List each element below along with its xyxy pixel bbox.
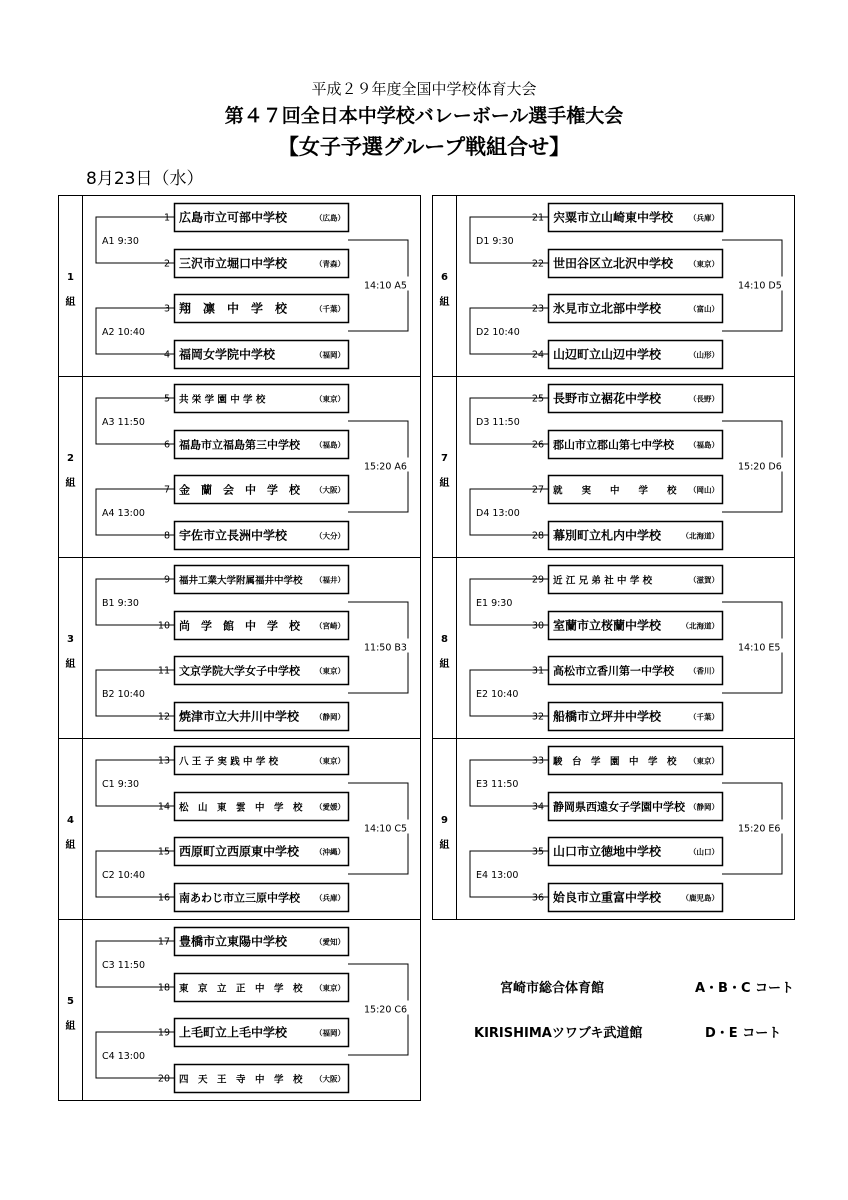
team-prefecture: （東京）: [315, 983, 345, 993]
match-time-label: B1 9:30: [102, 598, 139, 609]
team-prefecture: （愛知）: [315, 937, 345, 947]
match-time-label: B2 10:40: [102, 689, 145, 700]
championship-title: 第４７回全日本中学校バレーボール選手権大会: [224, 105, 624, 127]
team-prefecture: （福井）: [315, 575, 345, 585]
team-name: 共 栄 学 園 中 学 校: [179, 394, 266, 406]
team-prefecture: （青森）: [315, 259, 345, 269]
team-seed-number: 15: [157, 846, 170, 858]
team-seed-number: 26: [531, 439, 544, 451]
team-name: 宍粟市立山崎東中学校: [553, 210, 674, 225]
match-time-label: A3 11:50: [102, 417, 145, 428]
match-time-label: D1 9:30: [476, 236, 514, 247]
team-prefecture: （大分）: [315, 531, 345, 541]
match-date: 8月23日（水）: [86, 169, 204, 189]
bracket-title: 【女子予選グループ戦組合せ】: [277, 135, 571, 159]
team-name: 近 江 兄 弟 社 中 学 校: [553, 575, 653, 587]
venue-courts-1: A・B・C コート: [695, 981, 795, 996]
group-block-7: [433, 376, 795, 558]
team-name: 宇佐市立長洲中学校: [179, 528, 288, 543]
team-prefecture: （福岡）: [315, 1028, 345, 1038]
team-seed-number: 34: [531, 801, 544, 813]
match-time-label: E3 11:50: [476, 779, 519, 790]
team-prefecture: （福島）: [689, 440, 719, 450]
team-prefecture: （宮崎）: [315, 621, 345, 631]
team-prefecture: （鹿児島）: [681, 893, 719, 903]
final-match-label: 14:10 A5: [364, 280, 407, 292]
team-name: 駿 台 学 園 中 学 校: [553, 756, 677, 768]
group-kumi: 組: [439, 478, 450, 489]
team-seed-number: 20: [157, 1073, 170, 1085]
final-match-label: 15:20 A6: [364, 461, 407, 473]
team-prefecture: （東京）: [315, 666, 345, 676]
match-time-label: E4 13:00: [476, 870, 519, 881]
match-time-label: A2 10:40: [102, 327, 145, 338]
team-name: 高松市立香川第一中学校: [553, 664, 674, 678]
group-kumi: 組: [439, 659, 450, 670]
match-time-label: E2 10:40: [476, 689, 519, 700]
match-time-label: D3 11:50: [476, 417, 520, 428]
team-prefecture: （長野）: [689, 394, 719, 404]
team-name: 尚 学 館 中 学 校: [179, 619, 300, 633]
group-number: 1: [67, 272, 74, 283]
team-seed-number: 13: [157, 755, 170, 767]
team-seed-number: 31: [531, 665, 544, 677]
team-seed-number: 2: [163, 258, 170, 270]
team-prefecture: （愛媛）: [315, 802, 345, 812]
team-name: 山口市立徳地中学校: [553, 844, 662, 859]
team-prefecture: （兵庫）: [315, 893, 345, 903]
team-prefecture: （千葉）: [689, 712, 719, 722]
final-match-label: 15:20 D6: [738, 461, 782, 473]
team-prefecture: （富山）: [689, 304, 719, 314]
team-seed-number: 6: [163, 439, 170, 451]
tournament-series-title: 平成２９年度全国中学校体育大会: [311, 80, 537, 98]
team-seed-number: 28: [531, 530, 544, 542]
group-block-9: [433, 738, 795, 920]
team-seed-number: 35: [531, 846, 544, 858]
team-prefecture: （香川）: [689, 666, 719, 676]
team-seed-number: 4: [163, 349, 170, 361]
team-prefecture: （兵庫）: [689, 213, 719, 223]
team-seed-number: 8: [163, 530, 170, 542]
match-time-label: C2 10:40: [102, 870, 146, 881]
final-match-label: 14:10 D5: [738, 280, 782, 292]
team-name: 世田谷区立北沢中学校: [553, 256, 674, 271]
final-match-label: 15:20 C6: [364, 1004, 408, 1016]
team-prefecture: （滋賀）: [689, 575, 719, 585]
team-name: 静岡県西遠女子学園中学校: [553, 800, 685, 814]
team-seed-number: 33: [531, 755, 544, 767]
team-prefecture: （北海道）: [681, 621, 719, 631]
team-prefecture: （広島）: [315, 213, 345, 223]
team-prefecture: （東京）: [689, 756, 719, 766]
team-prefecture: （山口）: [689, 847, 719, 857]
team-prefecture: （東京）: [315, 756, 345, 766]
group-block-4: [59, 738, 421, 920]
team-name: 南あわじ市立三原中学校: [179, 891, 300, 905]
group-number: 5: [67, 996, 74, 1007]
team-seed-number: 12: [157, 711, 170, 723]
team-seed-number: 7: [163, 484, 170, 496]
team-prefecture: （東京）: [689, 259, 719, 269]
team-seed-number: 1: [163, 212, 170, 224]
team-seed-number: 23: [531, 303, 544, 315]
group-kumi: 組: [65, 297, 76, 308]
team-name: 郡山市立郡山第七中学校: [553, 438, 674, 452]
team-name: 広島市立可部中学校: [179, 210, 288, 225]
team-prefecture: （静岡）: [315, 712, 345, 722]
team-prefecture: （山形）: [689, 350, 719, 360]
team-prefecture: （大阪）: [315, 485, 345, 495]
match-time-label: D2 10:40: [476, 327, 520, 338]
venue-name-2: KIRISHIMAツワブキ武道館: [474, 1026, 643, 1041]
match-time-label: C1 9:30: [102, 779, 140, 790]
team-seed-number: 21: [531, 212, 544, 224]
group-kumi: 組: [65, 1021, 76, 1032]
team-name: 氷見市立北部中学校: [553, 301, 662, 316]
team-seed-number: 5: [163, 393, 170, 405]
team-name: 三沢市立堀口中学校: [179, 256, 288, 271]
group-number: 4: [67, 815, 74, 826]
team-name: 東 京 立 正 中 学 校: [179, 983, 303, 995]
match-time-label: C4 13:00: [102, 1051, 146, 1062]
venue-courts-2: D・E コート: [705, 1026, 782, 1041]
team-prefecture: （福島）: [315, 440, 345, 450]
group-block-3: [59, 557, 421, 739]
team-seed-number: 17: [157, 936, 170, 948]
group-number: 8: [441, 634, 448, 645]
match-time-label: A4 13:00: [102, 508, 145, 519]
team-seed-number: 14: [157, 801, 170, 813]
team-seed-number: 24: [531, 349, 544, 361]
group-kumi: 組: [65, 659, 76, 670]
match-time-label: D4 13:00: [476, 508, 520, 519]
team-seed-number: 11: [157, 665, 170, 677]
team-seed-number: 3: [163, 303, 170, 315]
team-prefecture: （東京）: [315, 394, 345, 404]
group-number: 3: [67, 634, 74, 645]
team-prefecture: （沖縄）: [315, 847, 345, 857]
group-kumi: 組: [439, 297, 450, 308]
group-number: 9: [441, 815, 448, 826]
team-name: 山辺町立山辺中学校: [553, 347, 662, 362]
group-kumi: 組: [439, 840, 450, 851]
final-match-label: 15:20 E6: [738, 823, 781, 835]
team-name: 就 実 中 学 校: [553, 485, 677, 497]
group-block-1: [59, 195, 421, 377]
match-time-label: A1 9:30: [102, 236, 139, 247]
group-block-8: [433, 557, 795, 739]
team-prefecture: （大阪）: [315, 1074, 345, 1084]
team-name: 四 天 王 寺 中 学 校: [179, 1074, 303, 1086]
team-prefecture: （北海道）: [681, 531, 719, 541]
team-seed-number: 36: [531, 892, 544, 904]
team-prefecture: （岡山）: [689, 485, 719, 495]
team-name: 幕別町立札内中学校: [553, 528, 662, 543]
group-number: 7: [441, 453, 448, 464]
team-seed-number: 19: [157, 1027, 170, 1039]
final-match-label: 11:50 B3: [364, 642, 407, 654]
team-seed-number: 10: [157, 620, 170, 632]
team-seed-number: 16: [157, 892, 170, 904]
team-seed-number: 9: [163, 574, 170, 586]
team-prefecture: （福岡）: [315, 350, 345, 360]
team-name: 福井工業大学附属福井中学校: [179, 575, 303, 587]
team-name: 松 山 東 雲 中 学 校: [179, 802, 303, 814]
team-seed-number: 27: [531, 484, 544, 496]
team-name: 姶良市立重富中学校: [553, 890, 662, 905]
group-block-2: [59, 376, 421, 558]
team-seed-number: 18: [157, 982, 170, 994]
final-match-label: 14:10 C5: [364, 823, 408, 835]
team-name: 西原町立西原東中学校: [179, 844, 300, 859]
team-name: 福島市立福島第三中学校: [179, 438, 300, 452]
group-block-5: [59, 919, 421, 1101]
team-name: 船橋市立坪井中学校: [553, 709, 662, 724]
team-prefecture: （静岡）: [689, 802, 719, 812]
group-kumi: 組: [65, 840, 76, 851]
group-kumi: 組: [65, 478, 76, 489]
team-name: 豊橋市立東陽中学校: [179, 934, 288, 949]
team-name: 室蘭市立桜蘭中学校: [553, 618, 662, 633]
group-number: 2: [67, 453, 74, 464]
team-name: 翔 凛 中 学 校: [179, 301, 288, 316]
team-name: 上毛町立上毛中学校: [179, 1025, 288, 1040]
team-seed-number: 29: [531, 574, 544, 586]
team-prefecture: （千葉）: [315, 304, 345, 314]
team-name: 金 蘭 会 中 学 校: [179, 483, 300, 497]
team-seed-number: 25: [531, 393, 544, 405]
team-seed-number: 30: [531, 620, 544, 632]
final-match-label: 14:10 E5: [738, 642, 781, 654]
team-name: 八 王 子 実 践 中 学 校: [179, 756, 279, 768]
team-name: 長野市立裾花中学校: [553, 391, 662, 406]
group-block-6: [433, 195, 795, 377]
venue-name-1: 宮崎市総合体育館: [500, 981, 605, 996]
match-time-label: C3 11:50: [102, 960, 146, 971]
team-name: 福岡女学院中学校: [179, 347, 276, 362]
team-name: 焼津市立大井川中学校: [179, 709, 300, 724]
match-time-label: E1 9:30: [476, 598, 513, 609]
team-name: 文京学院大学女子中学校: [179, 664, 300, 678]
team-seed-number: 32: [531, 711, 544, 723]
team-seed-number: 22: [531, 258, 544, 270]
group-number: 6: [441, 272, 448, 283]
